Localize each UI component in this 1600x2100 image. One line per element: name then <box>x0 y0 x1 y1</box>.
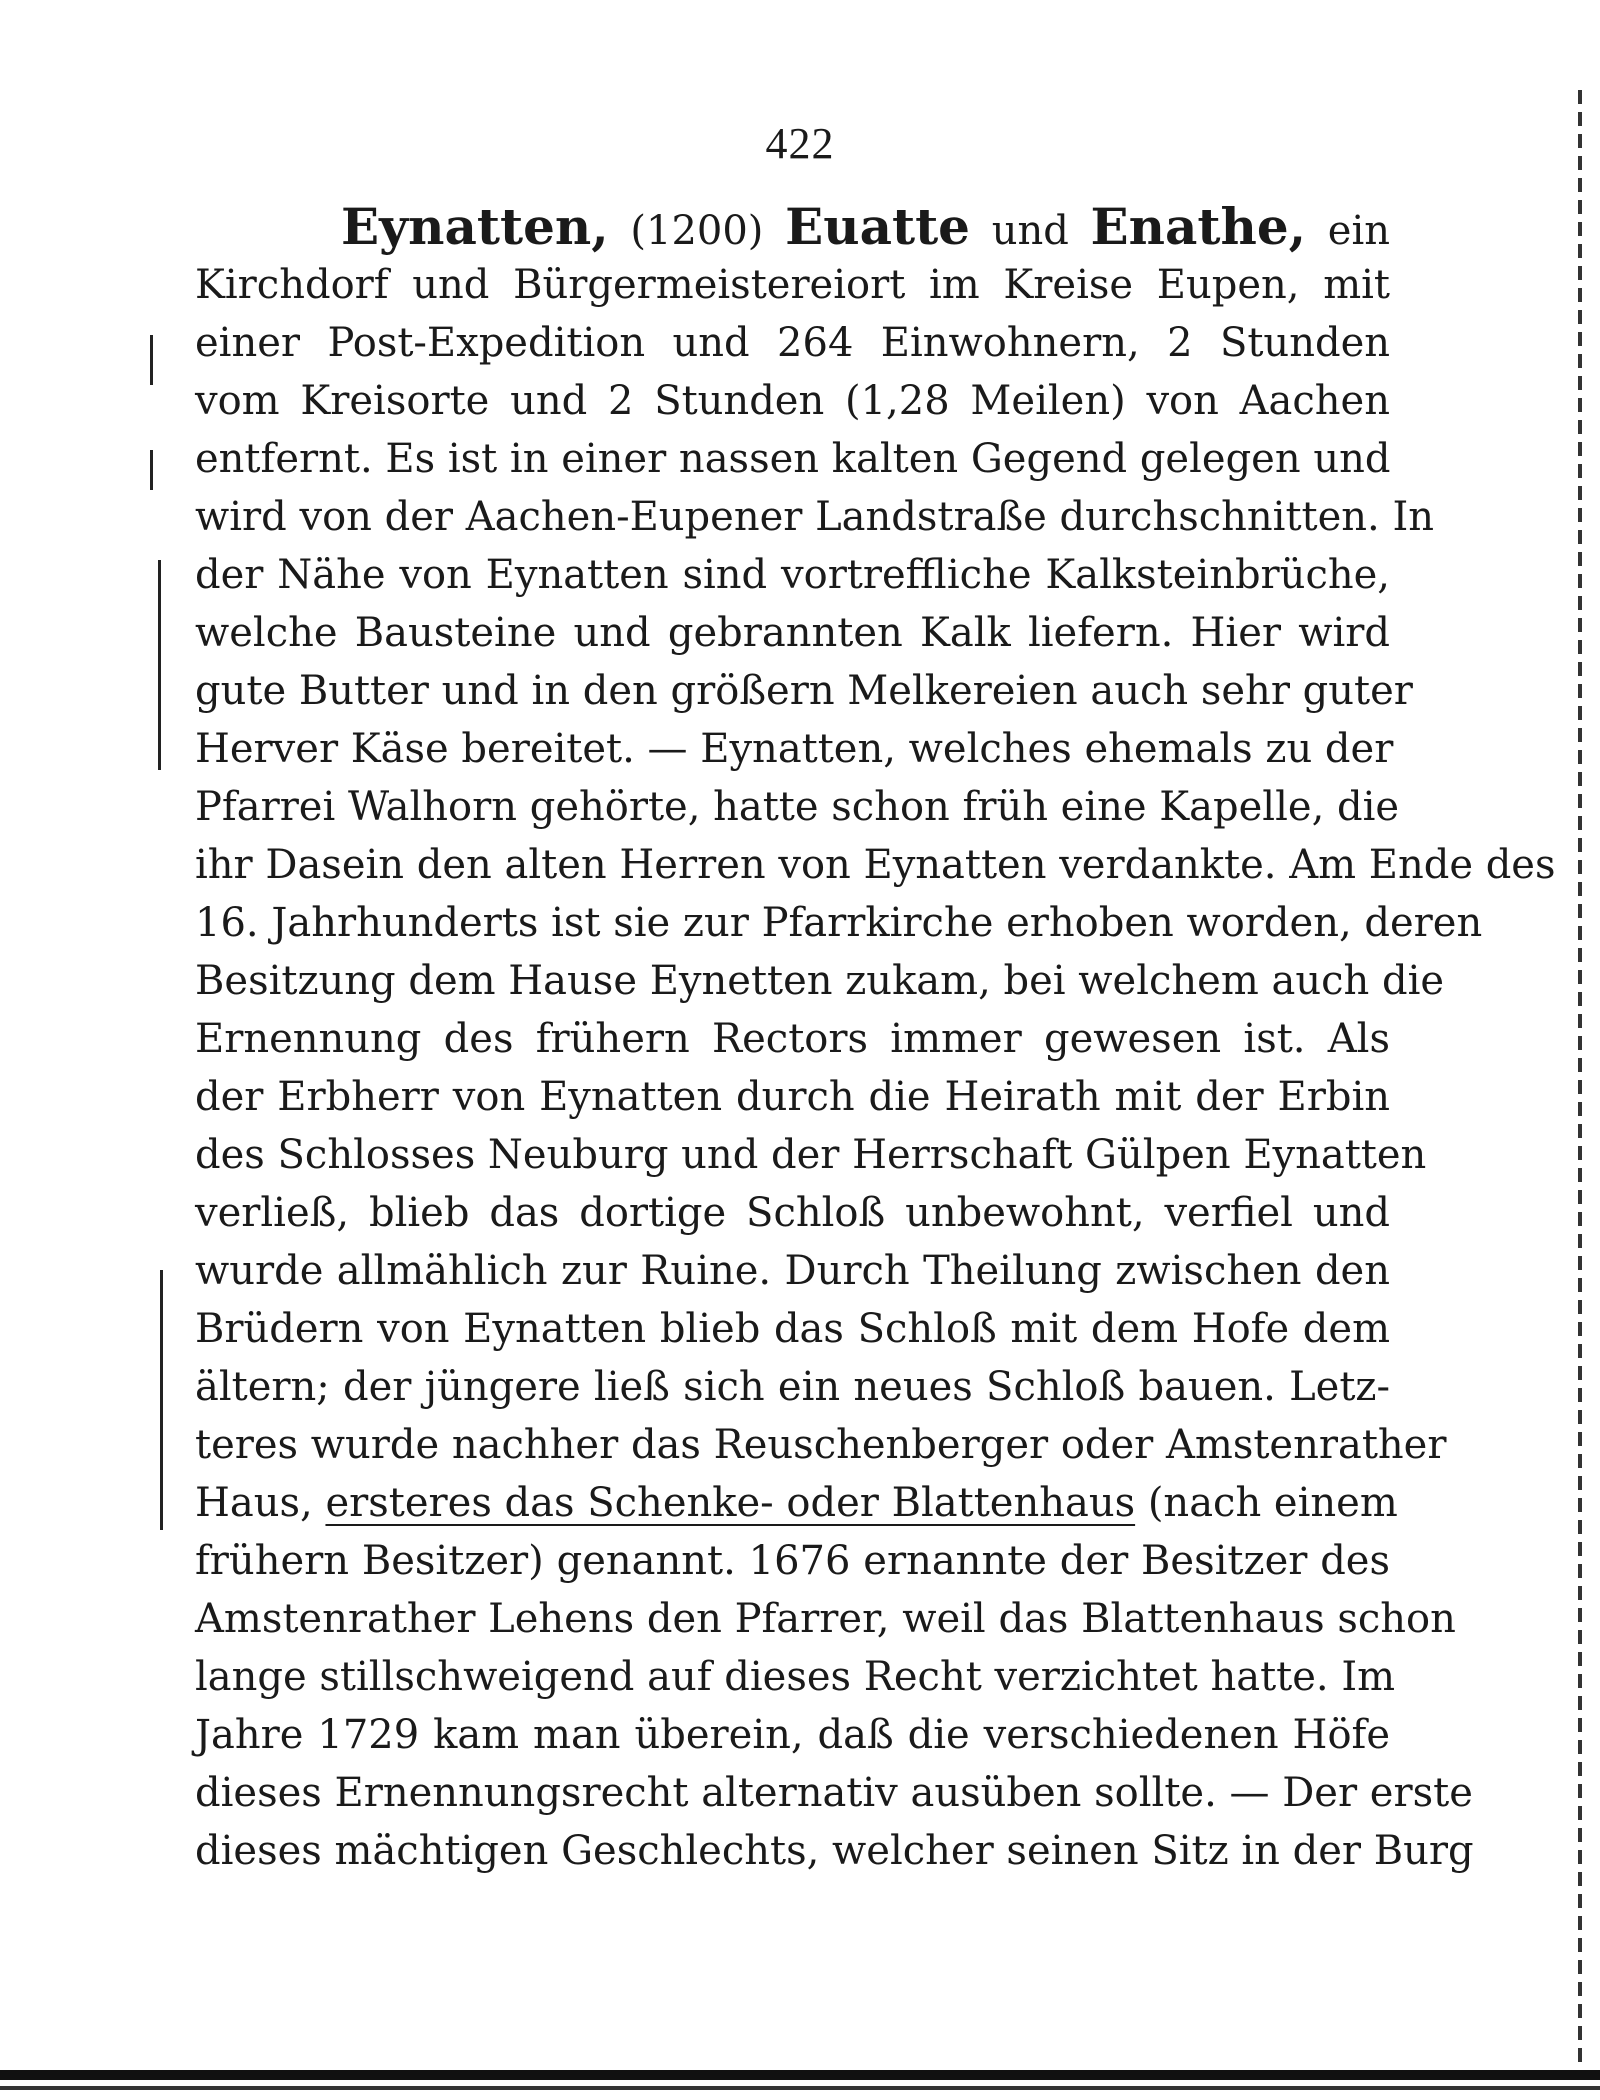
margin-mark-1 <box>150 335 153 385</box>
text-line-21: ältern; der jüngere ließ sich ein neues Schloß bauen. Letz- <box>195 1364 1390 1410</box>
entry-text <box>195 197 1556 1880</box>
text-line-28: dieses Ernennungsrecht alternativ ausüben sollte. — Der erste <box>195 1770 1473 1816</box>
text-line-16: der Erbherr von Eynatten durch die Heirath mit der Erbin <box>195 1074 1390 1120</box>
haus-start: Haus, <box>195 1480 313 1526</box>
text-line-4: vom Kreisorte und 2 Stunden (1,28 Meilen) von Aachen <box>195 378 1390 424</box>
text-line-24: frühern Besitzer) genannt. 1676 ernannte der Besitzer des <box>195 1538 1390 1584</box>
text-line-7: der Nähe von Eynatten sind vortreffliche Kalksteinbrüche, <box>195 552 1390 598</box>
text-line-29: dieses mächtigen Geschlechts, welcher seinen Sitz in der Burg <box>195 1828 1474 1874</box>
text-line-2: Kirchdorf und Bürgermeistereiort im Kreise Eupen, mit <box>195 262 1390 308</box>
text-line-13: 16. Jahrhunderts ist sie zur Pfarrkirche erhoben worden, deren <box>195 900 1483 946</box>
text-line-17: des Schlosses Neuburg und der Herrschaft Gülpen Eynatten <box>195 1132 1427 1178</box>
entry-first-line <box>195 198 1390 256</box>
variant-year: (1200) <box>630 208 764 254</box>
text-line-25: Amstenrather Lehens den Pfarrer, weil das Blattenhaus schon <box>195 1596 1456 1642</box>
text-line-9: gute Butter und in den größern Melkereien auch sehr guter <box>195 668 1413 714</box>
margin-mark-3 <box>158 560 161 770</box>
text-line-12: ihr Dasein den alten Herren von Eynatten verdankte. Am Ende des <box>195 842 1556 888</box>
text-line-18: verließ, blieb das dortige Schloß unbewohnt, verfiel und <box>195 1190 1390 1236</box>
page-number: 422 <box>765 119 835 168</box>
underlined-passage: ersteres das Schenke- oder Blattenhaus <box>325 1480 1136 1526</box>
text-line-11: Pfarrei Walhorn gehörte, hatte schon früh eine Kapelle, die <box>195 784 1400 830</box>
text-line-22: teres wurde nachher das Reuschenberger oder Amstenrather <box>195 1422 1447 1468</box>
text-line-1: ein <box>1327 208 1390 254</box>
text-line-10: Herver Käse bereitet. — Eynatten, welches ehemals zu der <box>195 726 1394 772</box>
margin-mark-2 <box>150 450 153 490</box>
text-line-8: welche Bausteine und gebrannten Kalk liefern. Hier wird <box>195 610 1390 656</box>
text-line-14: Besitzung dem Hause Eynetten zukam, bei welchem auch die <box>195 958 1445 1004</box>
text-line-3: einer Post-Expedition und 264 Einwohnern, 2 Stunden <box>195 320 1390 366</box>
text-line-20: Brüdern von Eynatten blieb das Schloß mit dem Hofe dem <box>195 1306 1390 1352</box>
headword: Eynatten, <box>341 197 609 256</box>
text-line-6: wird von der Aachen-Eupener Landstraße durchschnitten. In <box>195 494 1435 540</box>
page-edge-shadow <box>1578 90 1582 2070</box>
text-line-19: wurde allmählich zur Ruine. Durch Theilung zwischen den <box>195 1248 1390 1294</box>
text-line-haus <box>195 1474 1398 1532</box>
variant-joiner: und <box>991 208 1069 254</box>
text-line-15: Ernennung des frühern Rectors immer gewesen ist. Als <box>195 1016 1390 1062</box>
bottom-border-thin <box>0 2086 1600 2090</box>
haus-end: (nach einem <box>1147 1480 1398 1526</box>
variant-second: Enathe, <box>1090 197 1307 256</box>
bottom-border <box>0 2070 1600 2080</box>
text-line-5: entfernt. Es ist in einer nassen kalten Gegend gelegen und <box>195 436 1391 482</box>
variant-first: Euatte <box>785 197 970 256</box>
text-line-27: Jahre 1729 kam man überein, daß die verschiedenen Höfe <box>195 1712 1390 1758</box>
text-line-26: lange stillschweigend auf dieses Recht verzichtet hatte. Im <box>195 1654 1396 1700</box>
margin-mark-4 <box>160 1270 163 1530</box>
